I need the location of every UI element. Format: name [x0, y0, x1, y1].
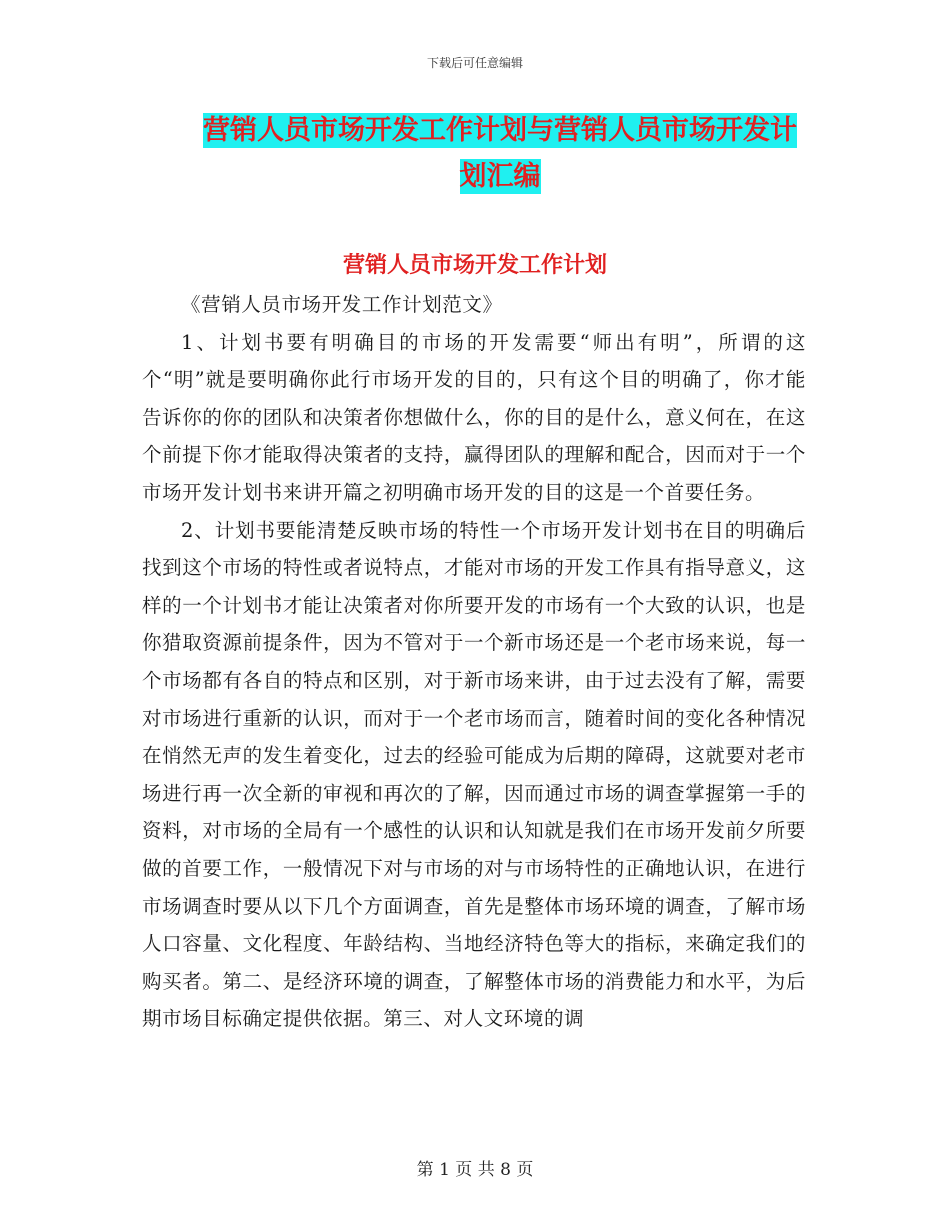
header-note: 下载后可任意编辑 [426, 56, 523, 70]
paragraph-2: 2、计划书要能清楚反映市场的特性一个市场开发计划书在目的明确后找到这个市场的特性或者说特点，才能对市场的开发工作具有指导意义，这样的一个计划书才能让决策者对你所要开发的市场有一个大致的认识，也是你猎取资源前提条件，因为不管对于一个新市场还是一个老市场来说，每一个市场都有各自的特点和区别，对于新市场来讲，由于过去没有了解，需要对市场进行重新的认识，而对于一个老市场而言，随着时间的变化各种情况在悄然无声的发生着变化，过去的经验可能成为后期的障碍，这就要对老市场进行再一次全新的审视和再次的了解，因而通过市场的调查掌握第一手的资料，对市场的全局有一个感性的认识和认知就是我们在市场开发前夕所要做的首要工作，一般情况下对与市场的对与市场特性的正确地认识，在进行市场调查时要从以下几个方面调查，首先是整体市场环境的调查，了解市场人口容量、文化程度、年龄结构、当地经济特色等大的指标，来确定我们的购买者。第二、是经济环境的调查，了解整体市场的消费能力和水平，为后期市场目标确定提供依据。第三、对人文环境的调 [142, 518, 806, 1031]
document-title [190, 108, 810, 200]
section-title: 营销人员市场开发工作计划 [342, 253, 607, 278]
document-subtitle: 《营销人员市场开发工作计划范文》 [181, 293, 503, 316]
paragraph-1: 1、计划书要有明确目的市场的开发需要“师出有明”，所谓的这个“明”就是要明确你此行市场开发的目的，只有这个目的明确了，你才能告诉你的你的团队和决策者你想做什么，你的目的是什么，意义何在，在这个前提下你才能取得决策者的支持，赢得团队的理解和配合，因而对于一个市场开发计划书来讲开篇之初明确市场开发的目的这是一个首要任务。 [142, 330, 806, 504]
document-title-highlight: 营销人员市场开发工作计划与营销人员市场开发计划汇编 [203, 115, 797, 192]
page-footer: 第 1 页 共 8 页 [416, 1160, 534, 1180]
document-body [142, 286, 806, 1038]
